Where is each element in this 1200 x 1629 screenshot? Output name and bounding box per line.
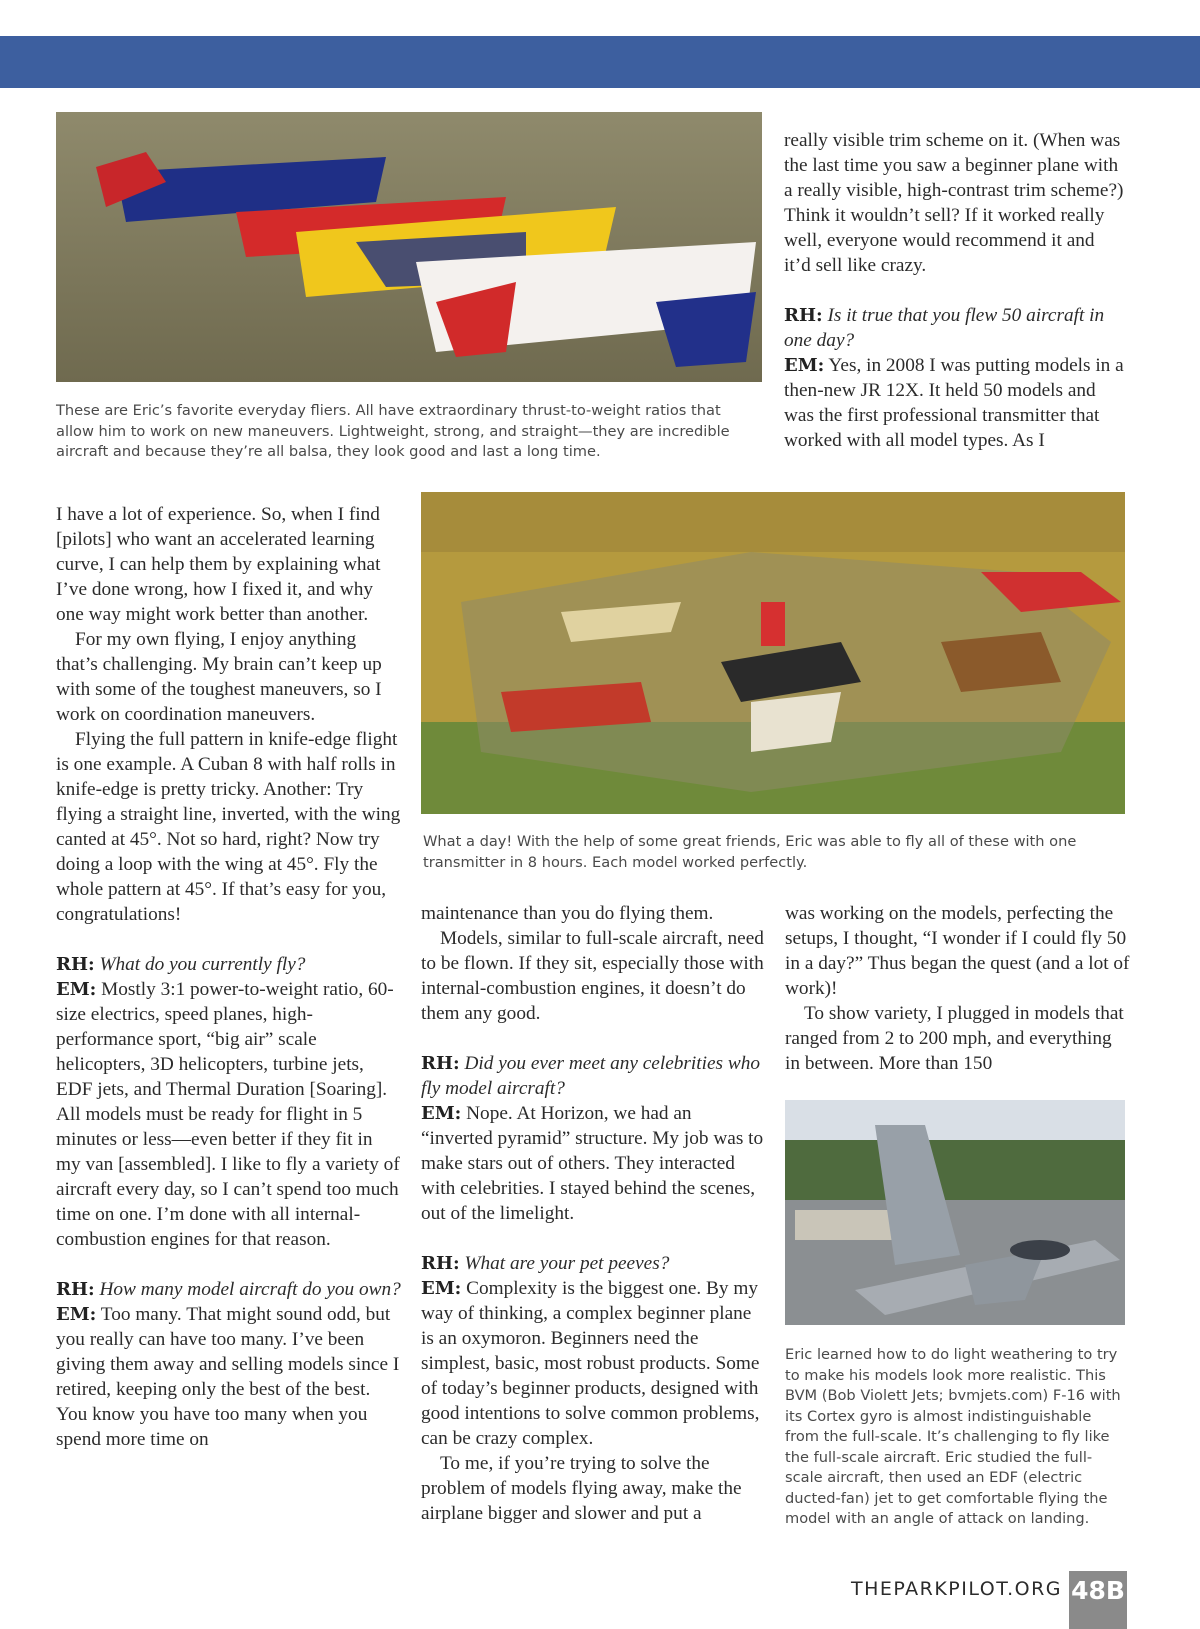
answer: Mostly 3:1 power-to-weight ratio, 60-size electrics, speed planes, high-performance sport, “big air” scale helicopters, 3D helicopters, turbine jets, EDF jets, and Thermal Duration [Soaring]. All models must be ready for flight in 5 minutes or less—even better if they fit in my van [assembled]. I like to fly a variety of aircraft every day, so I can’t spend too much time on one. I’m done with all internal-combustion engines for that reason. [56, 979, 400, 1250]
question: What are your pet peeves? [464, 1253, 670, 1274]
question: How many model aircraft do you own? [99, 1279, 401, 1300]
answer: Too many. That might sound odd, but you really can have too many. I’ve been giving them away and selling models since I retired, keeping only the best of the best. You know you have too many when you spend more time on [56, 1304, 400, 1450]
speaker-em: EM: [56, 979, 97, 1000]
answer: Complexity is the biggest one. By my way of thinking, a complex beginner plane is an oxymoron. Beginners need the simplest, basic, most robust products. Some of today’s beginner products, designed with good intentions to solve common problems, can be crazy complex. [421, 1278, 760, 1449]
paragraph: To me, if you’re trying to solve the problem of models flying away, make the airplane bigger and slower and put a [421, 1453, 742, 1524]
paragraph: To show variety, I plugged in models that ranged from 2 to 200 mph, and everything in between. More than 150 [785, 1003, 1124, 1074]
column-3 [785, 901, 1130, 1076]
page-number: 48B [1069, 1571, 1127, 1629]
speaker-rh: RH: [421, 1253, 460, 1274]
paragraph: Models, similar to full-scale aircraft, need to be flown. If they sit, especially those with internal-combustion engines, it doesn’t do them any good. [421, 928, 764, 1024]
photo-fifty-aircraft [421, 492, 1125, 814]
caption-photo-2: What a day! With the help of some great friends, Eric was able to fly all of these with one transmitter in 8 hours. Each model worked perfectly. [423, 833, 1077, 871]
column-2 [421, 901, 766, 1526]
paragraph: really visible trim scheme on it. (When was the last time you saw a beginner plane with a really visible, high-contrast trim scheme?) Think it wouldn’t sell? If it worked really well, everyone would recommend it and it’d sell like crazy. [784, 130, 1124, 276]
question: Is it true that you flew 50 aircraft in one day? [784, 305, 1105, 351]
header-band [0, 36, 1200, 88]
paragraph: I have a lot of experience. So, when I find [pilots] who want an accelerated learning curve, I can help them by explaining what I’ve done wrong, how I fixed it, and why one way might work better than another. [56, 504, 381, 625]
paragraph: Flying the full pattern in knife-edge flight is one example. A Cuban 8 with half rolls in knife-edge is pretty tricky. Another: Try flying a straight line, inverted, with the wing canted at 45°. Not so hard, right? Now try doing a loop with the wing at 45°. Fly the whole pattern at 45°. If that’s easy for you, congratulations! [56, 729, 401, 925]
answer: Yes, in 2008 I was putting models in a then-new JR 12X. It held 50 models and was the first professional transmitter that worked with all model types. As I [784, 355, 1124, 451]
caption-photo-3: Eric learned how to do light weathering to try to make his models look more realistic. This BVM (Bob Violett Jets; bvmjets.com) F-16 with its Cortex gyro is almost indistinguishable from the full-scale. It’s challenging to fly like the full-scale aircraft. Eric studied the full-scale aircraft, then used an EDF (electric ducted-fan) jet to get comfortable flying the model with an angle of attack on landing. [785, 1346, 1121, 1527]
speaker-rh: RH: [784, 305, 823, 326]
speaker-rh: RH: [56, 1279, 95, 1300]
paragraph: was working on the models, perfecting the setups, I thought, “I wonder if I could fly 50 in a day?” Thus began the quest (and a lot of work)! [785, 903, 1130, 999]
caption-photo-1: These are Eric’s favorite everyday fliers. All have extraordinary thrust-to-weight ratios that allow him to work on new maneuvers. Lightweight, strong, and straight—they are incredible aircraft and because they’re all balsa, they look good and last a long time. [56, 402, 730, 460]
paragraph: maintenance than you do flying them. [421, 903, 714, 924]
speaker-rh: RH: [421, 1053, 460, 1074]
paragraph: For my own flying, I enjoy anything that’s challenging. My brain can’t keep up with some of the toughest maneuvers, so I work on coordination maneuvers. [56, 629, 382, 725]
speaker-em: EM: [56, 1304, 97, 1325]
footer-site-link[interactable]: THEPARKPILOT.ORG [851, 1578, 1062, 1600]
question: Did you ever meet any celebrities who fly model aircraft? [421, 1053, 760, 1099]
photo-f16-jet [785, 1100, 1125, 1325]
speaker-em: EM: [784, 355, 825, 376]
photo-everyday-fliers [56, 112, 762, 382]
answer: Nope. At Horizon, we had an “inverted pyramid” structure. My job was to make stars out of others. They interacted with celebrities. I stayed behind the scenes, out of the limelight. [421, 1103, 764, 1224]
speaker-em: EM: [421, 1103, 462, 1124]
speaker-rh: RH: [56, 954, 95, 975]
speaker-em: EM: [421, 1278, 462, 1299]
column-top-right [784, 128, 1124, 453]
column-1 [56, 502, 401, 1452]
question: What do you currently fly? [99, 954, 306, 975]
